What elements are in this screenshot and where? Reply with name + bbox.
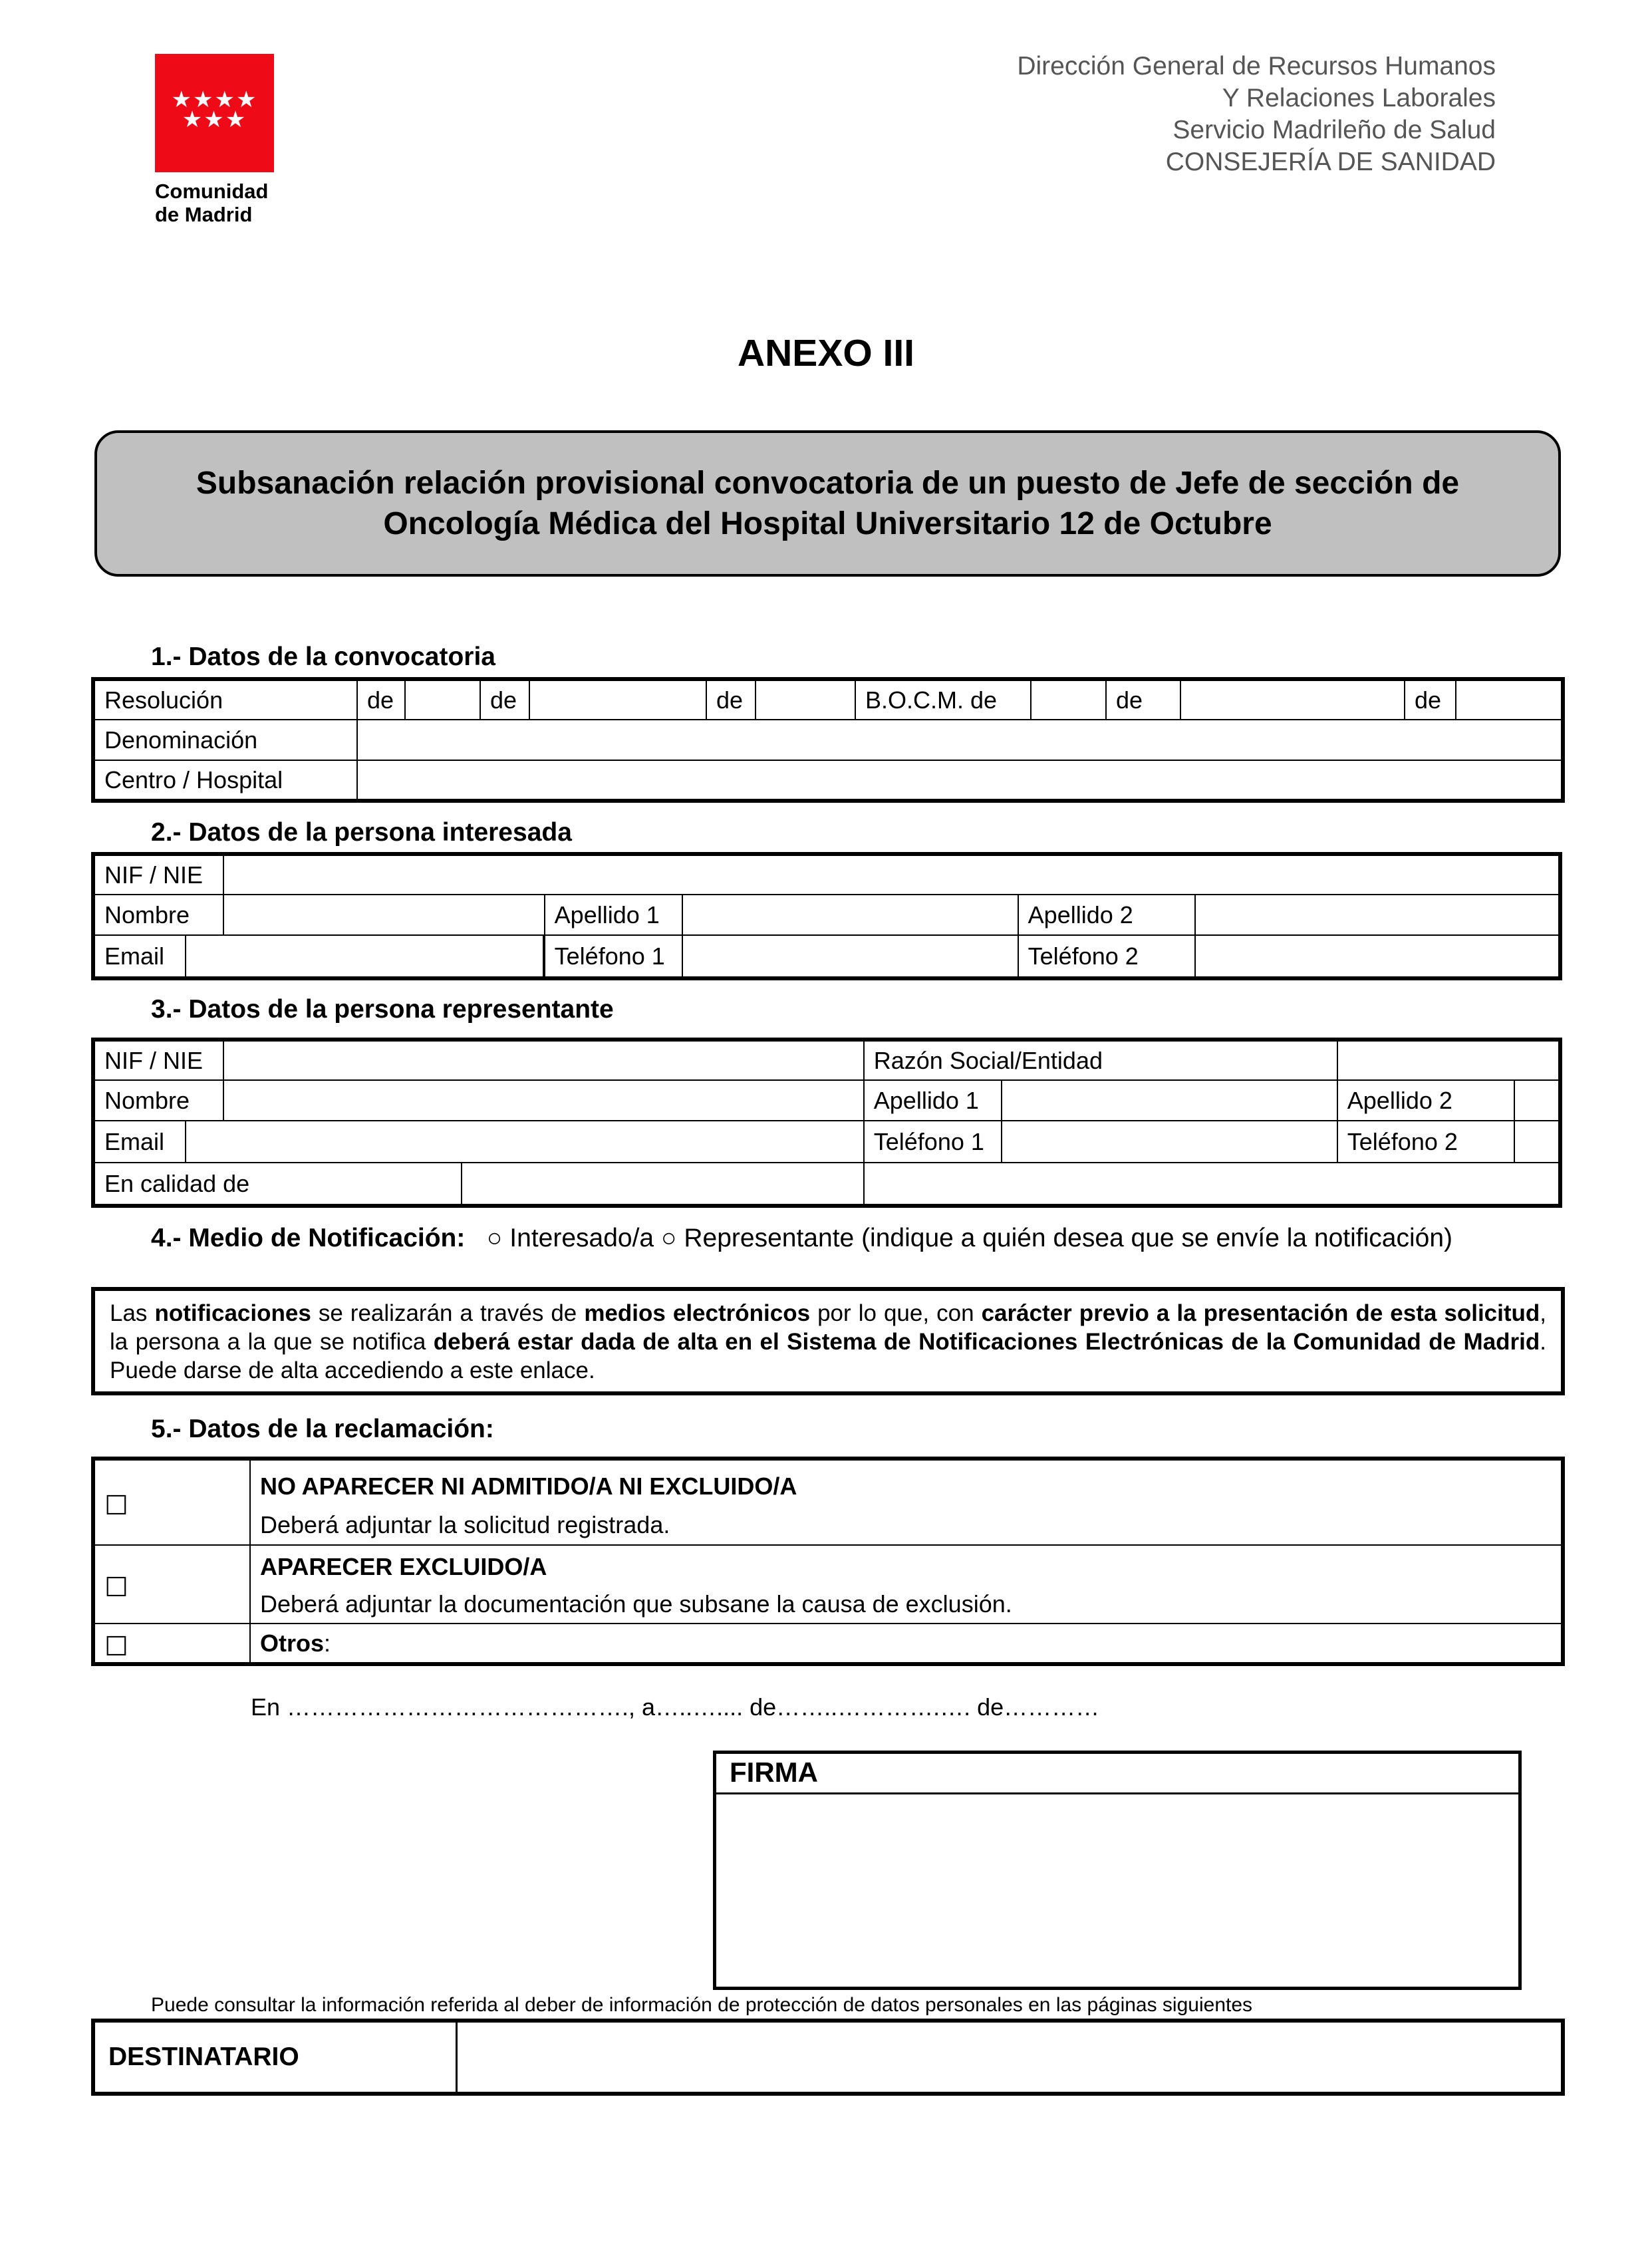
section-3-heading: 3.- Datos de la persona representante xyxy=(151,995,614,1024)
organization-header: Dirección General de Recursos Humanos Y Relaciones Laborales Servicio Madrileño de Salud CONSEJERÍA DE SANIDAD xyxy=(1017,52,1496,176)
checkbox-otros[interactable]: ☐ xyxy=(93,1624,250,1664)
nombre-field[interactable] xyxy=(223,895,545,935)
nombre-field[interactable] xyxy=(223,1080,864,1121)
form-title-box: Subsanación relación provisional convocatoria de un puesto de Jefe de sección de Oncología Médica del Hospital Universitario 12 de Octubre xyxy=(94,430,1561,577)
logo-text: Comunidad de Madrid xyxy=(155,180,269,226)
section-4: 4.- Medio de Notificación: ○ Interesado/a ○ Representante (indique a quién desea que se envíe la notificación) xyxy=(151,1224,1453,1252)
checkbox-excluido[interactable]: ☐ xyxy=(93,1545,250,1624)
field[interactable] xyxy=(1180,679,1405,720)
telefono2-field[interactable] xyxy=(1195,935,1560,978)
apellido2-field[interactable] xyxy=(1514,1080,1560,1121)
apellido2-field[interactable] xyxy=(1195,895,1560,935)
destinatario-field[interactable] xyxy=(458,2023,1561,2092)
field[interactable] xyxy=(1456,679,1563,720)
annex-title: ANEXO III xyxy=(737,332,915,374)
radio-representante[interactable]: ○ xyxy=(660,1224,677,1252)
nif-field[interactable] xyxy=(223,1040,864,1080)
field[interactable] xyxy=(756,679,855,720)
centro-field[interactable] xyxy=(357,760,1563,801)
representante-table: NIF / NIE Razón Social/Entidad Nombre Apellido 1 Apellido 2 Email Teléfono 1 Teléfono 2 En calidad de xyxy=(91,1038,1562,1208)
convocatoria-table: Resolución de de de B.O.C.M. de de de Denominación Centro / Hospital xyxy=(91,677,1565,803)
telefono1-field[interactable] xyxy=(682,935,1018,978)
razon-field[interactable] xyxy=(1337,1040,1560,1080)
interesada-table: NIF / NIE Nombre Apellido 1 Apellido 2 Email Teléfono 1 Teléfono 2 xyxy=(91,852,1562,980)
reclamacion-table: ☐ NO APARECER NI ADMITIDO/A NI EXCLUIDO/A Deberá adjuntar la solicitud registrada. ☐ APARECER EXCLUIDO/A Deberá adjuntar la documentación que subsane la causa de exclusión. ☐ Otros: xyxy=(91,1457,1565,1666)
calidad-field[interactable] xyxy=(864,1163,1560,1206)
apellido1-field[interactable] xyxy=(1002,1080,1337,1121)
signature-box[interactable]: FIRMA xyxy=(713,1751,1522,1990)
data-protection-note: Puede consultar la información referida al deber de información de protección de datos personales en las páginas siguientes xyxy=(151,1994,1253,2016)
section-2-heading: 2.- Datos de la persona interesada xyxy=(151,818,572,847)
stars-icon: ★★★★ ★★★ xyxy=(171,87,258,132)
field[interactable] xyxy=(529,679,706,720)
field[interactable] xyxy=(405,679,480,720)
apellido1-field[interactable] xyxy=(682,895,1018,935)
checkbox-no-aparecer[interactable]: ☐ xyxy=(93,1459,250,1545)
telefono2-field[interactable] xyxy=(1514,1121,1560,1163)
destinatario-box: DESTINATARIO xyxy=(91,2019,1565,2096)
denominacion-field[interactable] xyxy=(357,720,1563,760)
field[interactable] xyxy=(1031,679,1106,720)
place-date-line: En ……………………………………., a…..….... de……..………….…. de………… xyxy=(251,1693,1100,1721)
section-1-heading: 1.- Datos de la convocatoria xyxy=(151,642,495,671)
section-5-heading: 5.- Datos de la reclamación: xyxy=(151,1415,494,1443)
nif-field[interactable] xyxy=(223,854,1560,895)
notification-notice: Las notificaciones se realizarán a través de medios electrónicos por lo que, con carácter previo a la presentación de esta solicitud, la persona a la que se notifica deberá estar dada de alta en el Sistema de Notificaciones Electrónicas de la Comunidad de Madrid. Puede darse de alta accediendo a este enlace. xyxy=(91,1287,1565,1395)
telefono1-field[interactable] xyxy=(1002,1121,1337,1163)
radio-interesado[interactable]: ○ xyxy=(486,1224,503,1252)
